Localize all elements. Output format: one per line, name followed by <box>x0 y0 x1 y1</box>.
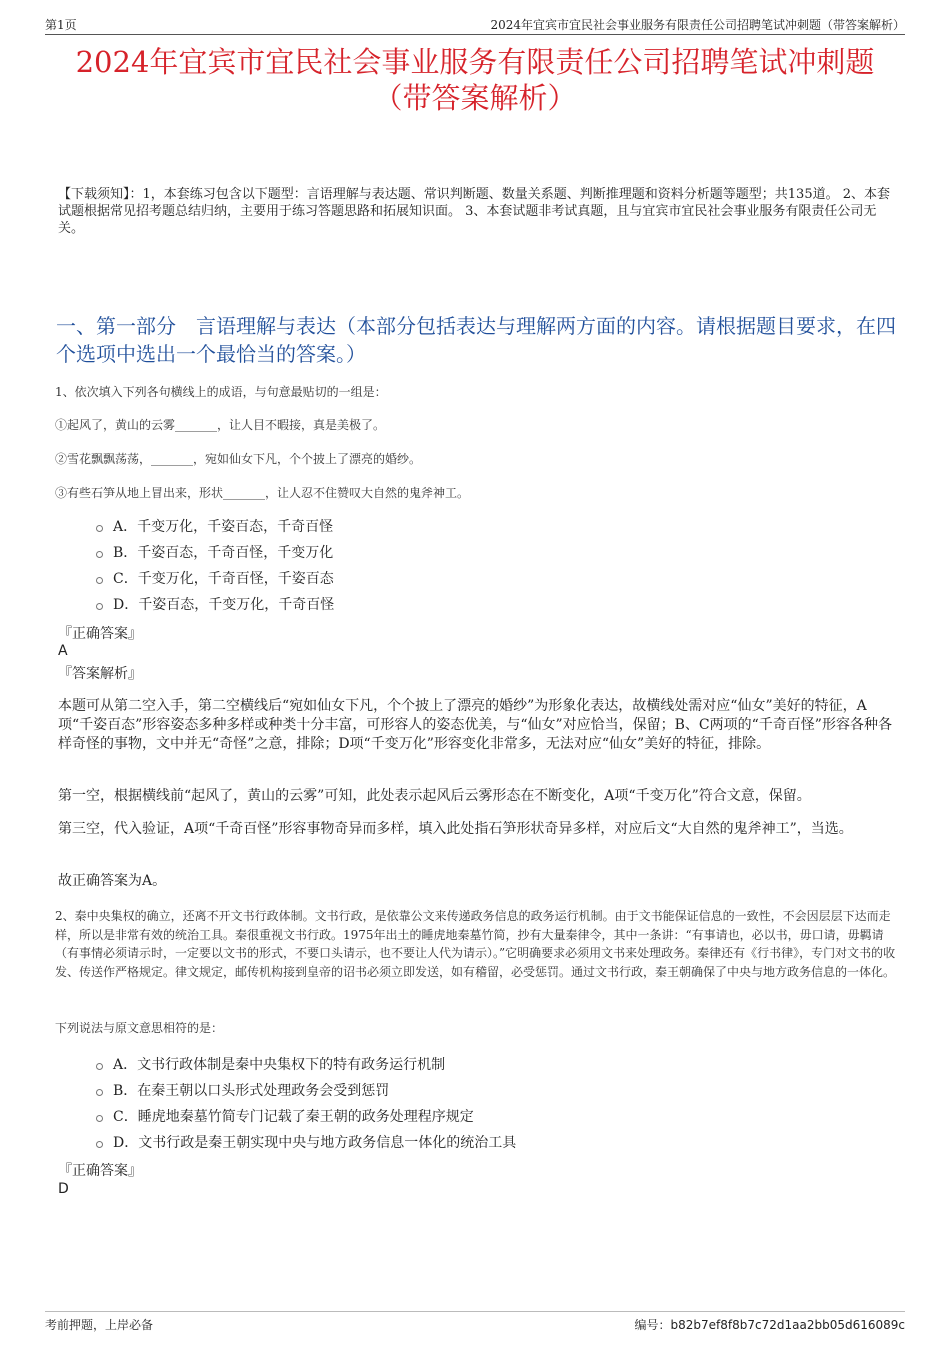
document-title <box>40 44 910 116</box>
option-label: D．文书行政是秦王朝实现中央与地方政务信息一体化的统治工具 <box>113 1135 517 1151</box>
q1-analysis-paragraph-4: 故正确答案为A。 <box>58 873 167 889</box>
option-label: C．睡虎地秦墓竹简专门记载了秦王朝的政务处理程序规定 <box>113 1109 474 1125</box>
download-notice: 【下载须知】：1，本套练习包含以下题型：言语理解与表达题、常识判断题、数量关系题、判断推理题和资料分析题等题型；共135道。 2、本套试题根据常见招考题总结归纳，主要用于练习答题思路和拓展知识面。 3、本套试题非考试真题，且与宜宾市宜民社会事业服务有限责任公司无关。 <box>58 187 890 236</box>
q2-option-c[interactable] <box>96 1108 474 1126</box>
footer-code-value: b82b7ef8f8b7c72d1aa2bb05d616089c <box>670 1318 905 1332</box>
q1-option-d[interactable] <box>96 596 334 614</box>
q2-option-d[interactable] <box>96 1134 516 1152</box>
q1-option-a[interactable] <box>96 518 333 536</box>
footer-slogan: 考前押题，上岸必备 <box>45 1318 154 1332</box>
q2-answer: D <box>58 1181 69 1197</box>
option-label: D．千姿百态，千变万化，千奇百怪 <box>113 597 335 613</box>
q2-option-a[interactable] <box>96 1056 445 1074</box>
section-title: 一、第一部分 言语理解与表达（本部分包括表达与理解两方面的内容。请根据题目要求，在四个选项中选出一个最恰当的答案。） <box>56 314 896 366</box>
footer-code <box>635 1316 906 1333</box>
q2-option-b[interactable] <box>96 1082 389 1100</box>
q2-answer-label: 『正确答案』 <box>58 1163 142 1179</box>
q1-sentence-3: ③有些石笋从地上冒出来，形状_______，让人忍不住赞叹大自然的鬼斧神工。 <box>55 486 470 500</box>
radio-icon[interactable] <box>96 1115 103 1122</box>
q1-stem: 1、依次填入下列各句横线上的成语，与句意最贴切的一组是： <box>55 385 387 399</box>
footer-code-label: 编号： <box>634 1318 671 1332</box>
option-label: A．千变万化，千姿百态，千奇百怪 <box>113 519 334 535</box>
q1-option-c[interactable] <box>96 570 334 588</box>
radio-icon[interactable] <box>96 1141 103 1148</box>
radio-icon[interactable] <box>96 603 103 610</box>
option-label: C．千变万化，千奇百怪，千姿百态 <box>113 571 334 587</box>
title-line-1: 2024年宜宾市宜民社会事业服务有限责任公司招聘笔试冲刺题 <box>75 45 875 79</box>
q1-answer: A <box>58 643 68 659</box>
q1-analysis-paragraph-3: 第三空，代入验证，A项“千奇百怪”形容事物奇异而多样，填入此处指石笋形状奇异多样，对应后文“大自然的鬼斧神工”，当选。 <box>58 821 853 837</box>
radio-icon[interactable] <box>96 551 103 558</box>
radio-icon[interactable] <box>96 577 103 584</box>
option-label: A．文书行政体制是秦中央集权下的特有政务运行机制 <box>113 1057 446 1073</box>
radio-icon[interactable] <box>96 1063 103 1070</box>
header-doc-title: 2024年宜宾市宜民社会事业服务有限责任公司招聘笔试冲刺题（带答案解析） <box>490 18 905 32</box>
q1-analysis-paragraph-1: 本题可从第二空入手，第二空横线后“宛如仙女下凡，个个披上了漂亮的婚纱”为形象化表达，故横线处需对应“仙女”美好的特征，A项“千姿百态”形容姿态多种多样或种类十分丰富，可形容人的姿态优美，与“仙女”对应恰当，保留；B、C两项的“千奇百怪”形容各种各样奇怪的事物，文中并无“奇怪”之意，排除；D项“千变万化”形容变化非常多，无法对应“仙女”美好的特征，排除。 <box>58 698 892 752</box>
q2-stem: 下列说法与原文意思相符的是： <box>55 1021 224 1035</box>
title-line-2: （带答案解析） <box>373 81 577 115</box>
q2-passage: 2、秦中央集权的确立，还离不开文书行政体制。文书行政，是依靠公文来传递政务信息的政务运行机制。由于文书能保证信息的一致性，不会因层层下达而走样，所以是非常有效的统治工具。秦很重视文书行政。1975年出土的睡虎地秦墓竹简，抄有大量秦律令，其中一条讲：“有事请也，必以书，毋口请，毋羁请（有事情必须请示时，一定要以文书的形式，不要口头请示，也不要让人代为请示）。”它明确要求必须用文书来处理政务。秦律还有《行书律》，专门对文书的收发、传送作严格规定。律文规定，邮传机构接到皇帝的诏书必须立即发送，如有稽留，必受惩罚。通过文书行政，秦王朝确保了中央与地方政务信息的一体化。 <box>55 909 896 979</box>
q1-analysis-label: 『答案解析』 <box>58 666 142 682</box>
q1-answer-label: 『正确答案』 <box>58 626 142 642</box>
option-label: B．在秦王朝以口头形式处理政务会受到惩罚 <box>113 1083 390 1099</box>
radio-icon[interactable] <box>96 1089 103 1096</box>
q1-sentence-2: ②雪花飘飘荡荡，_______，宛如仙女下凡，个个披上了漂亮的婚纱。 <box>55 452 422 466</box>
page-number: 第1页 <box>45 18 77 32</box>
page-header <box>45 14 905 35</box>
q1-option-b[interactable] <box>96 544 333 562</box>
radio-icon[interactable] <box>96 525 103 532</box>
q1-analysis-paragraph-2: 第一空，根据横线前“起风了，黄山的云雾”可知，此处表示起风后云雾形态在不断变化，A项“千变万化”符合文意，保留。 <box>58 788 811 804</box>
option-label: B．千姿百态，千奇百怪，千变万化 <box>113 545 334 561</box>
q1-sentence-1: ①起风了，黄山的云雾_______，让人目不暇接，真是美极了。 <box>55 418 386 432</box>
page-footer <box>45 1311 905 1336</box>
